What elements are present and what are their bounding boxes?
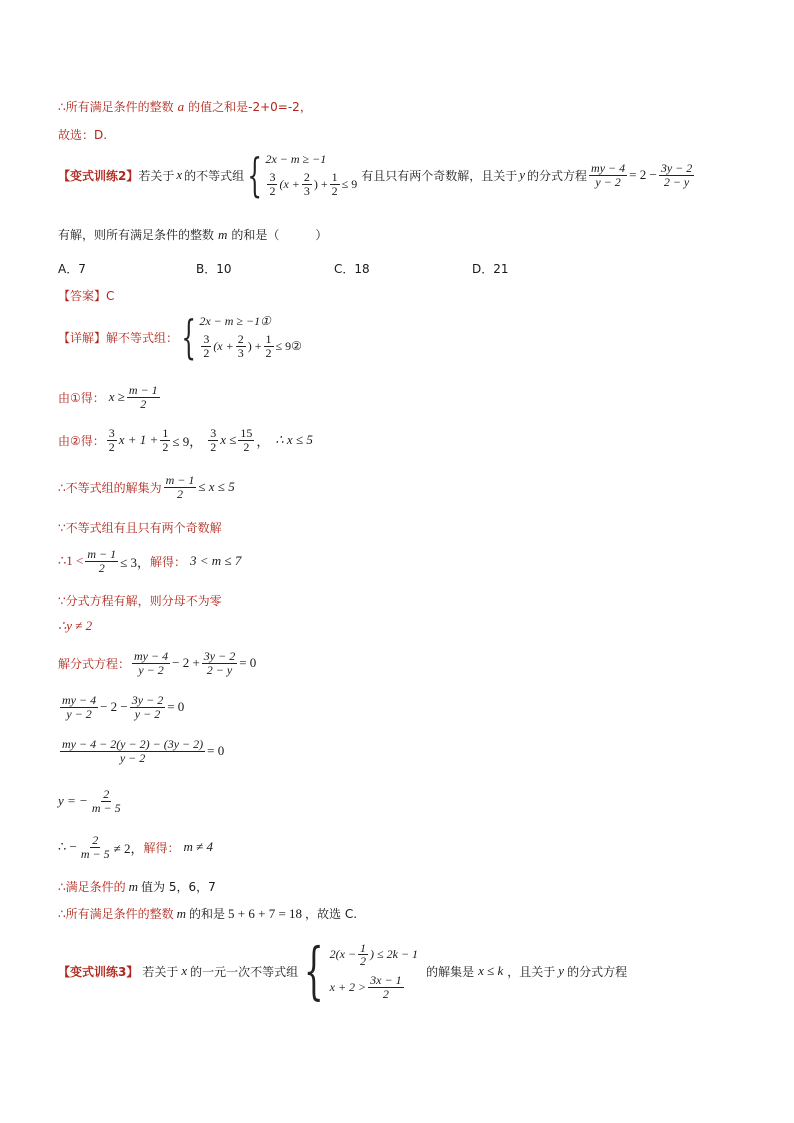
option-d: D．21	[472, 262, 509, 276]
step-11: y = − $\frac{2}{m - 5}$	[58, 787, 121, 815]
step-3: ∴不等式组的解集为 $\frac{m - 1}{2}$ ≤ x ≤ 5	[58, 473, 235, 501]
step-6: ∵分式方程有解，则分母不为零	[58, 594, 222, 608]
question-3-stem: 【变式训练3】 若关于 x 的一元一次不等式组 { 2(x − $\frac{1}{2}$ ) ≤ 2k − 1 x + 2 > $\frac{3x - 1}{2}$ 的解集是 x ≤ k ，且关于 y 的分式方程	[58, 934, 628, 1007]
solution-sum-line: ∴所有满足条件的整数 a 的值之和是-2+0=-2，	[58, 98, 312, 114]
options-row	[58, 260, 610, 277]
step-1: 由①得： x ≥ $\frac{m - 1}{2}$	[58, 383, 158, 411]
step-13: ∴满足条件的 m 值为 5，6，7	[58, 878, 216, 894]
answer-line: 【答案】 C	[58, 288, 115, 303]
inequality-system: { 2x − m ≥ −1 $\frac{3}{2}$ (x + $\frac{2}{3}$ ) + $\frac{1}{2}$ ≤ 9	[247, 148, 358, 202]
step-14: ∴所有满足条件的整数 m 的和是 5 + 6 + 7 = 18 ，故选 C.	[58, 905, 358, 921]
option-a: A．7	[58, 262, 86, 276]
step-4: ∵不等式组有且只有两个奇数解	[58, 521, 222, 535]
step-8: 解分式方程： $\frac{my - 4}{y - 2}$ − 2 + $\frac{3y - 2}{2 - y}$ = 0	[58, 649, 257, 677]
option-b: B．10	[196, 262, 232, 276]
choice-line: 故选：D.	[58, 128, 108, 142]
q3-inequality-system: { 2(x − $\frac{1}{2}$ ) ≤ 2k − 1 x + 2 > $\frac{3x - 1}{2}$	[304, 934, 419, 1007]
question-2-stem: 【变式训练2】 若关于 x 的不等式组 { 2x − m ≥ −1 $\frac{3}{2}$ (x + $\frac{2}{3}$ ) + $\frac{1}{2}$ ≤ 9 有且只有两个奇数解，且关于 y 的分式方程 $\frac{my - 4}{y - 2}$ = 2 − $\frac{3y - 2}{2 - y}$	[58, 148, 693, 202]
exercise-tag: 【变式训练3】	[58, 964, 139, 979]
step-12: ∴ − $\frac{2}{m - 5}$ ≠ 2， 解得： m ≠ 4	[58, 833, 214, 861]
step-10: $\frac{my - 4 - 2(y - 2) - (3y - 2)}{y - 2}$ = 0	[62, 737, 225, 765]
fraction-equation: $\frac{my - 4}{y - 2}$	[591, 160, 626, 189]
step-9: $\frac{my - 4}{y - 2}$ − 2 − $\frac{3y - 2}{y - 2}$ = 0	[62, 693, 185, 721]
option-c: C．18	[334, 262, 370, 276]
step-7: ∴y ≠ 2	[58, 618, 93, 633]
exercise-tag: 【变式训练2】	[58, 168, 139, 183]
detail-line: 【详解】 解不等式组： { 2x − m ≥ −1① $\frac{3}{2}$ (x + $\frac{2}{3}$ ) + $\frac{1}{2}$ ≤ 9②	[58, 310, 302, 364]
step-2: 由②得： $\frac{3}{2}$ x + 1 + $\frac{1}{2}$ ≤ 9， $\frac{3}{2}$ x ≤ $\frac{15}{2}$ ， ∴ x ≤ 5	[58, 426, 313, 454]
question-2-line2: 有解，则所有满足条件的整数 m 的和是（ ）	[58, 226, 328, 242]
detail-inequality-system: { 2x − m ≥ −1① $\frac{3}{2}$ (x + $\frac{2}{3}$ ) + $\frac{1}{2}$ ≤ 9②	[181, 310, 302, 364]
step-5: ∴1 < $\frac{m - 1}{2}$ ≤ 3， 解得： 3 < m ≤ 7	[58, 547, 242, 575]
